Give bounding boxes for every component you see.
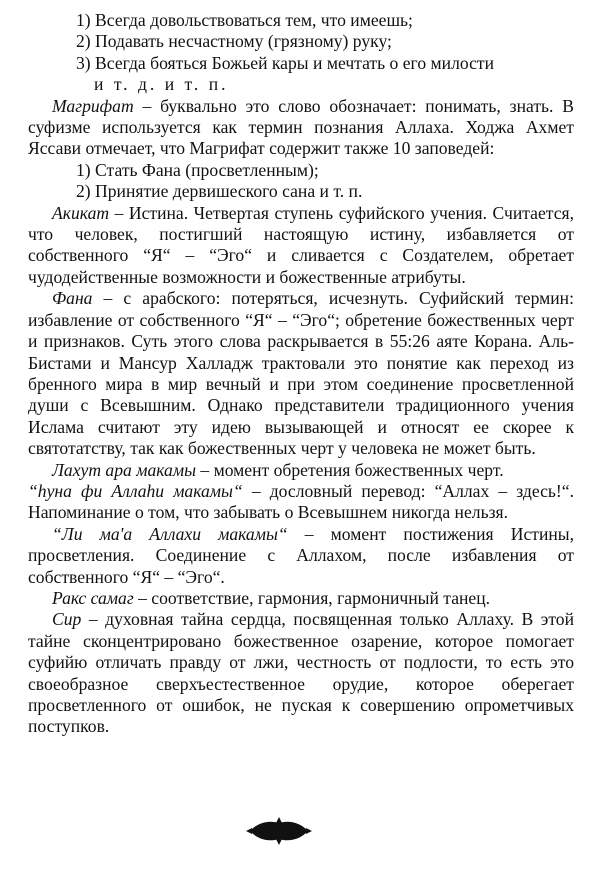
list-item-text: 2) Подавать несчастному (грязному) руку; xyxy=(76,31,392,52)
definition-text: – с арабского: потеряться, исчезнуть. Суфийский термин: избавление от собственного “Я“ – “Эго“; обретение божественных черт и признаков. Суть этого слова раскрывается в 55:26 аяте Корана. Аль-Бистами и Мансур Халладж трактовали это понятие как переход из бренного мира в мир вечный и при этом соединение просветленной души с Всевышним. Однако представители традиционного учения Ислама считают эту идею вызывающей и относят ее скорее к святотатству, так как божественных черт у человека не может быть. xyxy=(28,288,574,459)
term-label: Ракс самаг xyxy=(52,587,134,608)
definition-text: – соответствие, гармония, гармоничный танец. xyxy=(133,587,491,608)
list-item xyxy=(28,160,574,181)
definition-lahut xyxy=(28,460,574,481)
term-label: “hуна фи Аллаhи макамы“ xyxy=(28,480,243,501)
definition-text: – духовная тайна сердца, посвященная только Аллаху. В этой тайне сконцентрировано божественное озарение, которое помогает суфийю отличать правду от лжи, честность от подлости, то есть это своеобразное сверхъестественное орудие, которое оберегает просветленного от ошибок, не пуская к совершению опрометчивых поступков. xyxy=(28,609,574,737)
term-label: “Ли ма'а Аллахи макамы“ xyxy=(52,523,288,544)
list-item-continuation: и т. д. и т. п. xyxy=(94,74,229,95)
list-item-text: 2) Принятие дервишеского сана и т. п. xyxy=(76,181,363,202)
list-item xyxy=(28,181,574,202)
definition-text: – буквально это слово обозначает: понимать, знать. В суфизме используется как термин познания Аллаха. Ходжа Ахмет Яссави отмечает, что Магрифат содержит также 10 заповедей: xyxy=(28,95,574,159)
definition-fana xyxy=(28,288,574,459)
term-label: Лахут ара макамы xyxy=(52,459,196,480)
definition-sir xyxy=(28,609,574,737)
definition-huna xyxy=(28,481,574,524)
term-label: Акикат xyxy=(52,202,110,223)
list-item xyxy=(28,53,574,96)
list-item-text: 1) Всегда довольствоваться тем, что имеешь; xyxy=(76,10,413,30)
definition-text: – момент постижения Истины, просветления. Соединение с Аллахом, после избавления от собственного “Я“ – “Эго“. xyxy=(28,523,574,587)
page-ornament-icon xyxy=(244,811,314,851)
definition-lima xyxy=(28,524,574,588)
list-item xyxy=(28,31,574,52)
term-label: Сир xyxy=(52,609,82,630)
definition-text: – момент обретения божественных черт. xyxy=(195,459,504,480)
definition-akikat xyxy=(28,203,574,289)
definition-text: – Истина. Четвертая ступень суфийского учения. Считается, что человек, постигший настоящую истину, избавляется от собственного “Я“ – “Эго“ и сливается с Создателем, обретает чудодейственные возможности и божественные атрибуты. xyxy=(28,202,574,287)
definition-magrifat xyxy=(28,96,574,160)
definition-raks xyxy=(28,588,574,609)
list-item-text: 3) Всегда бояться Божьей кары и мечтать о его милости xyxy=(76,52,494,73)
list-item xyxy=(28,10,574,31)
definition-text: – дословный перевод: “Аллах – здесь!“. Напоминание о том, что забывать о Всевышнем никогда нельзя. xyxy=(28,480,574,523)
list-item-text: 1) Стать Фана (просветленным); xyxy=(76,159,319,180)
page-text xyxy=(28,10,574,738)
term-label: Магрифат xyxy=(52,95,134,116)
term-label: Фана xyxy=(52,288,93,309)
